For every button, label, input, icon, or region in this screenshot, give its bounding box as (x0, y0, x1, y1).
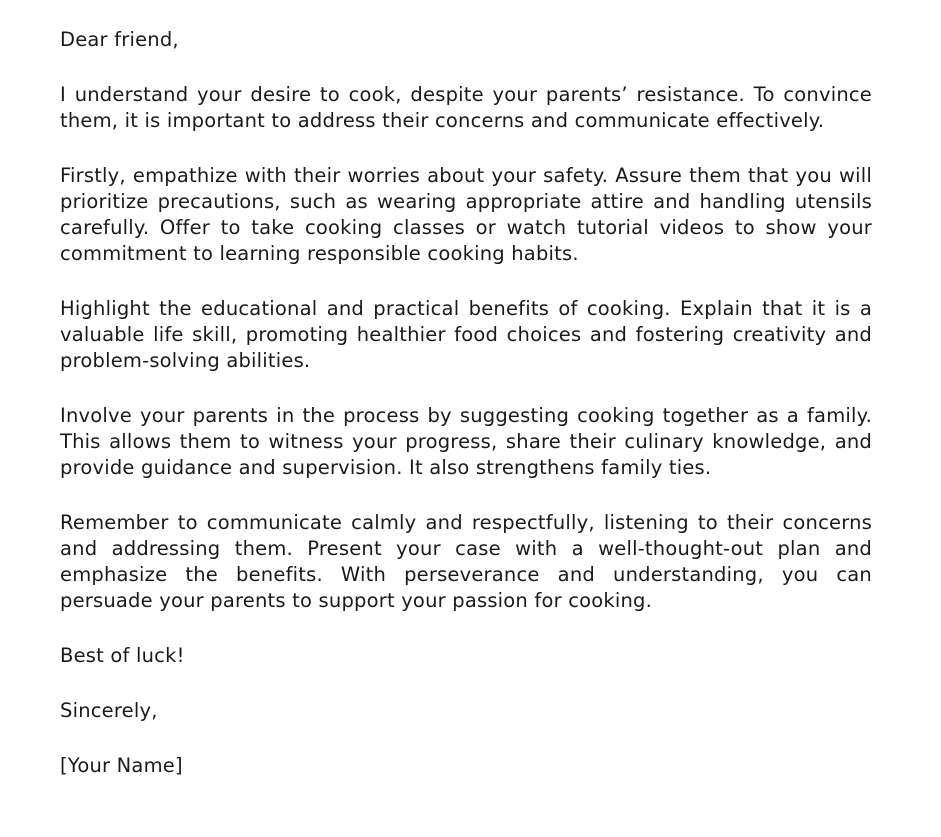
letter-paragraph-family: Involve your parents in the process by suggesting cooking together as a family. This allows them to witness your progress, share their culinary knowledge, and provide guidance and supervision. It also strengthens family ties. (60, 404, 872, 479)
letter-greeting: Dear friend, (60, 28, 179, 51)
letter-paragraph-intro: I understand your desire to cook, despite your parents’ resistance. To convince them, it is important to address their concerns and communicate effectively. (60, 83, 872, 132)
letter-paragraph-benefits: Highlight the educational and practical benefits of cooking. Explain that it is a valuable life skill, promoting healthier food choices and fostering creativity and problem-solving abilities. (60, 297, 872, 372)
letter-body (60, 27, 872, 779)
letter-paragraph-safety: Firstly, empathize with their worries about your safety. Assure them that you will prioritize precautions, such as wearing appropriate attire and handling utensils carefully. Offer to take cooking classes or watch tutorial videos to show your commitment to learning responsible cooking habits. (60, 164, 872, 265)
letter-paragraph-communication: Remember to communicate calmly and respectfully, listening to their concerns and addressing them. Present your case with a well-thought-out plan and emphasize the benefits. With perseverance and understanding, you can persuade your parents to support your passion for cooking. (60, 511, 872, 612)
letter-closing: Sincerely, (60, 699, 158, 722)
letter-wish: Best of luck! (60, 644, 185, 667)
letter-signature: [Your Name] (60, 754, 183, 777)
